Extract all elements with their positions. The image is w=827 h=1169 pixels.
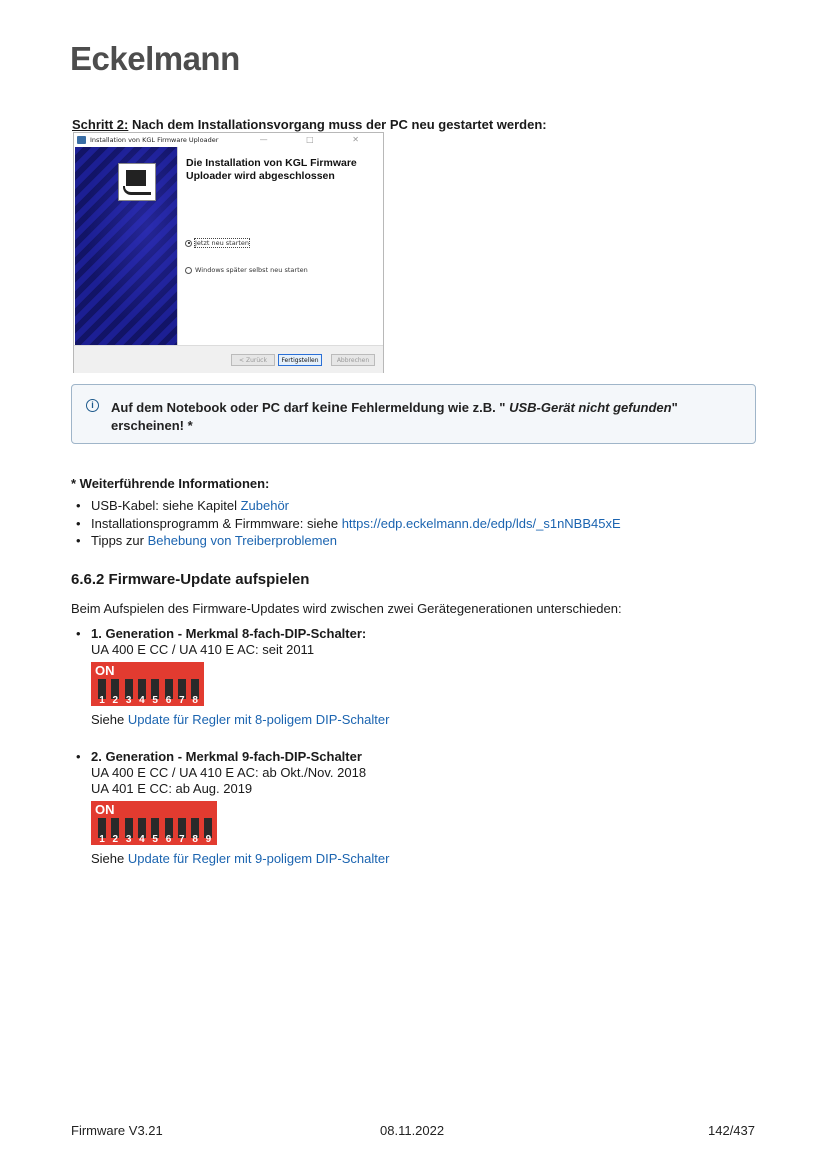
dialog-titlebar (74, 133, 383, 147)
info-note (71, 384, 756, 444)
step-label: Schritt 2: (72, 117, 129, 132)
window-controls[interactable]: — □ ✕ (259, 135, 377, 144)
radio-restart-now[interactable] (185, 239, 249, 247)
dip-switch-number: 5 (152, 695, 158, 706)
generation-line: UA 400 E CC / UA 410 E AC: ab Okt./Nov. 2018 (91, 765, 367, 780)
footer-date: 08.11.2022 (380, 1123, 445, 1138)
further-info-heading: * Weiterführende Informationen: (71, 476, 270, 491)
dip-switch-number: 4 (139, 834, 145, 845)
further-info-list (71, 497, 621, 550)
app-icon (77, 136, 86, 144)
finish-button[interactable]: Fertigstellen (278, 354, 322, 366)
link-update-8-pin[interactable]: Update für Regler mit 8-poligem DIP-Schalter (127, 712, 390, 727)
see-reference: Siehe Update für Regler mit 9-poligem DIP-Schalter (91, 851, 390, 866)
dip-switch-number: 4 (139, 695, 145, 706)
step-instruction (72, 117, 547, 132)
dip-switch-number: 3 (125, 834, 132, 845)
dip-switch-number: 2 (112, 695, 119, 706)
note-text: Auf dem Notebook oder PC darf keine Fehlermeldung wie z.B. " USB-Gerät nicht gefunden" erscheinen! * (111, 399, 678, 433)
generation-line: UA 400 E CC / UA 410 E AC: seit 2011 (91, 642, 315, 657)
link-zubehoer[interactable]: Zubehör (240, 498, 290, 513)
generation-2: • 2. Generation - Merkmal 9-fach-DIP-Schalter UA 400 E CC / UA 410 E AC: ab Okt./Nov. 2018 UA 401 E CC: ab Aug. 2019 ON 1 2 3 4 5 6 7 8 9 Siehe Update für Regler mit 9-poligem DIP-Schalter (76, 749, 390, 866)
list-item: • USB-Kabel: siehe Kapitel Zubehör (71, 497, 621, 515)
dip-switch-number: 9 (205, 834, 212, 845)
dip-switch-number: 8 (192, 834, 198, 845)
dip-switch-number: 7 (179, 834, 185, 845)
installer-logo-icon (118, 163, 156, 201)
dialog-heading: Die Installation von KGL Firmware Uploader wird abgeschlossen (186, 157, 357, 182)
generation-line: UA 401 E CC: ab Aug. 2019 (91, 781, 253, 796)
link-driver-problems[interactable]: Behebung von Treiberproblemen (147, 533, 337, 548)
back-button[interactable]: < Zurück (231, 354, 275, 366)
generation-title: 1. Generation - Merkmal 8-fach-DIP-Schalter: (91, 626, 367, 641)
info-icon: i (86, 399, 99, 412)
dip-switch-number: 6 (165, 695, 172, 706)
radio-restart-later[interactable] (185, 266, 308, 274)
radio-selected-icon[interactable] (185, 240, 192, 247)
radio-label-restart-now: Jetzt neu starten (195, 239, 250, 247)
installer-dialog (73, 132, 384, 373)
dip-switch-number: 6 (165, 834, 172, 845)
footer-page-number: 142/437 (708, 1123, 755, 1138)
section-title: 6.6.2 Firmware-Update aufspielen (71, 571, 310, 588)
dip-switch-number: 2 (112, 834, 119, 845)
dialog-footer (74, 345, 383, 373)
radio-label-restart-later: Windows später selbst neu starten (195, 266, 308, 274)
cancel-button[interactable]: Abbrechen (331, 354, 375, 366)
dip-switch-number: 1 (99, 834, 105, 845)
list-item: • Installationsprogramm & Firmmware: siehe https://edp.eckelmann.de/edp/lds/_s1nNBB45xE (71, 515, 621, 533)
generation-title: 2. Generation - Merkmal 9-fach-DIP-Schalter (91, 749, 362, 764)
generation-1: • 1. Generation - Merkmal 8-fach-DIP-Schalter: UA 400 E CC / UA 410 E AC: seit 2011 ON 1 2 3 4 5 6 7 8 Siehe Update für Regler mit 8-poligem DIP-Schalter (76, 626, 390, 727)
dip-switch-8 (91, 662, 204, 706)
list-item: • Tipps zur Behebung von Treiberproblemen (71, 532, 621, 550)
dip-switch-number: 1 (99, 695, 105, 706)
dip-switch-number: 7 (179, 695, 185, 706)
footer-version: Firmware V3.21 (71, 1123, 163, 1138)
dip-switch-number: 8 (192, 695, 198, 706)
link-update-9-pin[interactable]: Update für Regler mit 9-poligem DIP-Schalter (127, 851, 390, 866)
section-intro: Beim Aufspielen des Firmware-Updates wird zwischen zwei Gerätegenerationen unterschieden: (71, 601, 622, 616)
company-logo: Eckelmann (70, 40, 240, 77)
radio-unselected-icon[interactable] (185, 267, 192, 274)
dip-switch-number: 3 (125, 695, 132, 706)
step-text: Nach dem Installationsvorgang muss der PC neu gestartet werden: (128, 117, 547, 132)
link-download-url[interactable]: https://edp.eckelmann.de/edp/lds/_s1nNBB45xE (341, 515, 621, 531)
dialog-title: Installation von KGL Firmware Uploader (90, 136, 219, 144)
see-reference: Siehe Update für Regler mit 8-poligem DIP-Schalter (91, 712, 390, 727)
dip-switch-number: 5 (152, 834, 158, 845)
dip-on-label: ON (95, 663, 115, 678)
dip-switch-9 (91, 801, 217, 845)
dip-on-label: ON (95, 802, 115, 817)
